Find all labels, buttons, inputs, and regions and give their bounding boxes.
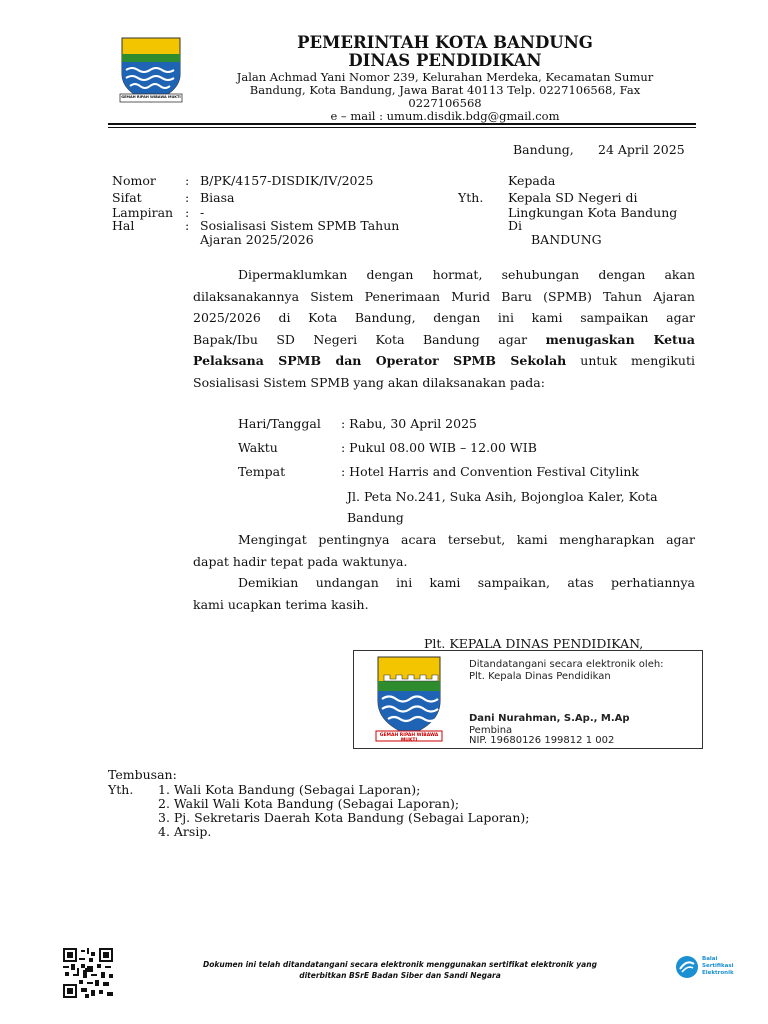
header-address-2: Bandung, Kota Bandung, Jawa Barat 40113 Telp. 0227106568, Fax [249,83,641,97]
tembusan-item: 2. Wakil Wali Kota Bandung (Sebagai Laporan); [158,796,460,811]
signature-title: Plt. KEPALA DINAS PENDIDIKAN, [424,636,644,651]
recipient-di: Di [508,218,523,233]
event-place-value: : Hotel Harris and Convention Festival Citylink [341,464,639,479]
nomor-label: Nomor [112,173,156,188]
event-day-value: : Rabu, 30 April 2025 [341,416,477,431]
signer-rank: Pembina [469,725,513,736]
nomor-value: B/PK/4157-DISDIK/IV/2025 [200,173,374,188]
letter-city: Bandung, [513,142,574,157]
body-line: dilaksanakannya Sistem Penerimaan Murid Baru (SPMB) Tahun Ajaran [193,288,695,304]
header-rule-thick [108,123,696,125]
sifat-label: Sifat [112,190,142,205]
recipient-line-2: Lingkungan Kota Bandung [508,205,678,220]
nomor-colon: : [185,173,190,188]
body-line: Dipermaklumkan dengan hormat, sehubungan dengan akan [238,267,695,282]
lampiran-label: Lampiran [112,205,174,220]
closing-line: kami ucapkan terima kasih. [193,596,369,612]
header-email: e – mail : umum.disdik.bdg@gmail.com [330,109,560,123]
signer-nip: NIP. 19680126 199812 1 002 [469,735,615,746]
bsre-text-3: Elektronik [702,970,734,976]
lampiran-colon: : [185,205,190,220]
bsre-logo-icon [675,955,699,979]
footer-notice-1: Dokumen ini telah ditandatangani secara elektronik menggunakan sertifikat elektronik yang [203,960,597,969]
body-line: 2025/2026 di Kota Bandung, dengan ini kami sampaikan agar [193,310,695,325]
event-place-label: Tempat [238,464,286,479]
body-paragraph [193,264,695,393]
lampiran-value: - [200,205,205,220]
header-government: PEMERINTAH KOTA BANDUNG [297,33,593,52]
closing-line: Demikian undangan ini kami sampaikan, atas perhatiannya [238,575,695,590]
closing-line: dapat hadir tepat pada waktunya. [193,553,408,569]
bsre-text-1: Balai [702,956,718,962]
seal-motto: GEMAH RIPAH WIBAWA MUKTI [121,95,181,99]
footer-notice-2: diterbitkan BSrE Badan Siber dan Sandi Negara [299,971,501,980]
body-text: untuk mengikuti [566,353,695,368]
tembusan-item: 4. Arsip. [158,824,212,839]
sifat-value: Biasa [200,190,235,205]
header-department: DINAS PENDIDIKAN [348,51,542,70]
event-time-value: : Pukul 08.00 WIB – 12.00 WIB [341,440,537,455]
hal-label: Hal [112,218,135,233]
recipient-yth: Yth. [458,190,484,205]
bsre-text-2: Sertifikasi [702,963,734,969]
recipient-city: BANDUNG [531,232,602,247]
signature-seal-motto: GEMAH RIPAH WIBAWA MUKTI [379,733,439,743]
tembusan-item: 3. Pj. Sekretaris Daerah Kota Bandung (Sebagai Laporan); [158,810,530,825]
body-line [193,329,695,351]
tembusan-yth: Yth. [108,782,134,797]
closing-paragraph-2 [193,572,695,615]
sifat-colon: : [185,190,190,205]
hal-value-1: Sosialisasi Sistem SPMB Tahun [200,218,400,233]
event-time-label: Waktu [238,440,278,455]
event-day-label: Hari/Tanggal [238,416,321,431]
tembusan-item: 1. Wali Kota Bandung (Sebagai Laporan); [158,782,421,797]
body-bold-text: menugaskan Ketua [545,331,695,347]
signer-position: Plt. Kepala Dinas Pendidikan [469,671,611,682]
header-address-1: Jalan Achmad Yani Nomor 239, Kelurahan Merdeka, Kecamatan Sumur [236,70,654,84]
closing-line: Mengingat pentingnya acara tersebut, kami mengharapkan agar [238,532,695,547]
e-signed-notice: Ditandatangani secara elektronik oleh: [469,659,664,670]
body-line [193,350,695,372]
signature-seal-icon [374,655,444,743]
hal-value-2: Ajaran 2025/2026 [200,232,314,247]
recipient-line-1: Kepala SD Negeri di [508,190,638,205]
body-line: Sosialisasi Sistem SPMB yang akan dilaksanakan pada: [193,374,545,390]
header-address-3: 0227106568 [408,96,482,110]
letter-date: 24 April 2025 [598,142,685,157]
body-text: Bapak/Ibu SD Negeri Kota Bandung agar [193,331,546,347]
hal-colon: : [185,218,190,233]
signer-name: Dani Nurahman, S.Ap., M.Ap [469,713,630,724]
event-address-2: Bandung [347,510,404,525]
closing-paragraph-1 [193,529,695,572]
header-rule-thin [108,127,696,128]
recipient-kepada: Kepada [508,173,556,188]
qr-code-icon [63,948,113,998]
body-bold-text: Pelaksana SPMB dan Operator SPMB Sekolah [193,353,567,368]
bsre-logo-text [702,956,734,977]
event-address-1: Jl. Peta No.241, Suka Asih, Bojongloa Kaler, Kota [347,489,658,504]
tembusan-label: Tembusan: [108,767,177,782]
